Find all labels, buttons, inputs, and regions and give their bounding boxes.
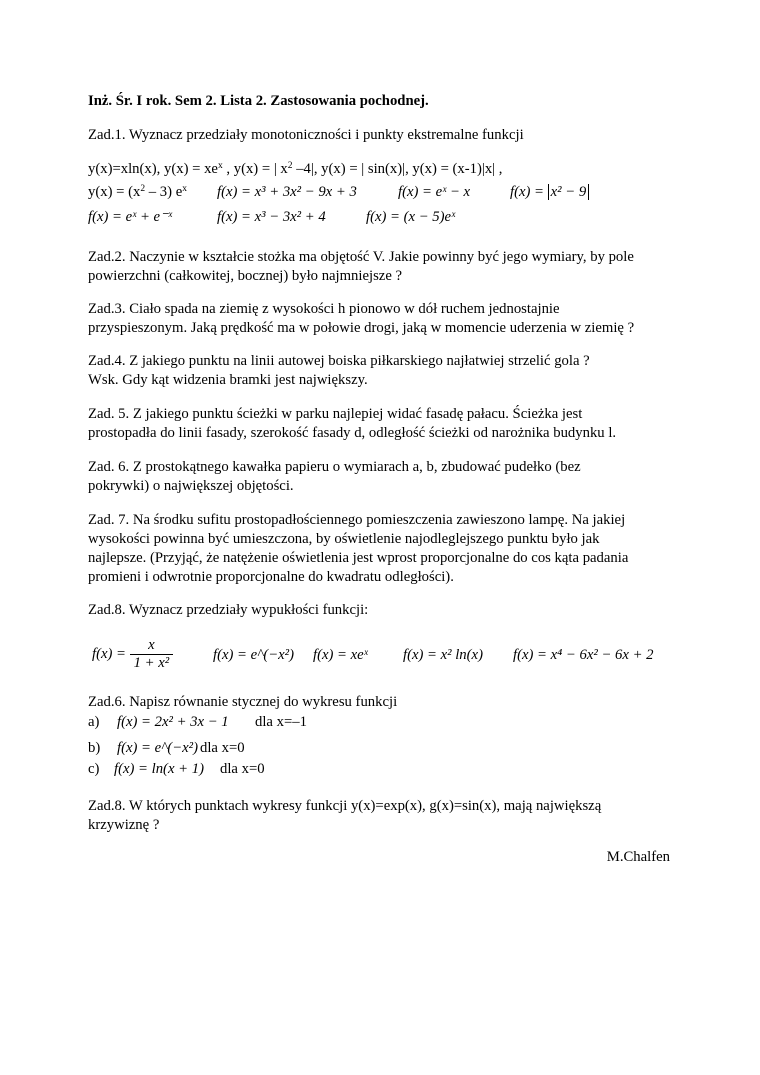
task-1-row2-sup-a: 2: [140, 183, 146, 194]
task-5-line-1: Zad. 5. Z jakiego punktu ścieżki w parku najlepiej widać fasadę pałacu. Ścieżka jest: [88, 406, 583, 422]
task-1-row2-formula-d: f(x) = eˣ − x: [398, 184, 471, 200]
task-3-line-1: Zad.3. Ciało spada na ziemię z wysokości h pionowo w dół ruchem jednostajnie: [88, 301, 560, 317]
task-6b-item-b-label: b): [88, 740, 101, 756]
task-1-row1-part-c: –4|, y(x) = | sin(x)|, y(x) = (x-1)|x| ,: [292, 161, 503, 177]
task-1-row3-formula-c: f(x) = (x − 5)eˣ: [366, 209, 456, 225]
task-1-row3-formula-b: f(x) = x³ − 3x² + 4: [217, 209, 326, 225]
task-4-line-1: Zad.4. Z jakiego punktu na linii autowej boiska piłkarskiego najłatwiej strzelić gola ?: [88, 353, 590, 369]
task-7-line-4: promieni i odwrotnie proporcjonalne do kwadratu odległości).: [88, 569, 454, 585]
task-6b-item-b-formula: f(x) = e^(−x²): [117, 740, 198, 756]
task-7-line-1: Zad. 7. Na środku sufitu prostopadłościennego pomieszczenia zawieszono lampę. Na jakiej: [88, 512, 626, 528]
task-8-formula-1: [92, 637, 173, 672]
task-8-formula-2: f(x) = e^(−x²): [213, 647, 294, 663]
task-1-intro: Zad.1. Wyznacz przedziały monotoniczności i punkty ekstremalne funkcji: [88, 127, 524, 143]
task-6b-item-a-formula: f(x) = 2x² + 3x − 1: [117, 714, 229, 730]
task-8-formula-1-lhs: f(x) =: [92, 645, 130, 662]
task-8-formula-1-denominator: 1 + x²: [133, 655, 170, 671]
task-2-line-2: powierzchni (całkowitej, bocznej) było najmniejsze ?: [88, 268, 403, 284]
task-1-row1-part-a: y(x)=xln(x), y(x) = xe: [88, 161, 218, 177]
task-6-line-1: Zad. 6. Z prostokątnego kawałka papieru o wymiarach a, b, zbudować pudełko (bez: [88, 459, 581, 475]
task-8b-line-2: krzywiznę ?: [88, 817, 160, 833]
task-1-row1-part-b: , y(x) = | x: [222, 161, 288, 177]
task-6b-item-c-label: c): [88, 761, 100, 777]
task-1-row2-part-a: y(x) = (x: [88, 184, 141, 200]
task-8-formula-5: f(x) = x⁴ − 6x² − 6x + 2: [513, 647, 654, 663]
task-6b-intro: Zad.6. Napisz równanie stycznej do wykresu funkcji: [88, 694, 398, 710]
task-1-row2-formula-e-abs: x² − 9: [548, 184, 590, 200]
author-signature: M.Chalfen: [606, 849, 670, 865]
task-3-line-2: przyspieszonym. Jaką prędkość ma w połowie drogi, jaką w momencie uderzenia w ziemię ?: [88, 320, 635, 336]
task-4-line-2: Wsk. Gdy kąt widzenia bramki jest największy.: [88, 372, 368, 388]
task-7-line-2: wysokości powinna być umieszczona, by oświetlenie najodleglejszego punktu było jak: [88, 531, 600, 547]
task-8-formula-3: f(x) = xeˣ: [313, 647, 368, 663]
task-5-line-2: prostopadła do linii fasady, szerokość fasady d, odległość ścieżki od narożnika budynku l.: [88, 425, 617, 441]
task-1-row2-sup-b: x: [182, 183, 187, 194]
task-1-row3-formula-a: f(x) = eˣ + e⁻ˣ: [88, 209, 172, 225]
task-8-formula-1-fraction: [130, 637, 174, 672]
task-6b-item-c-formula: f(x) = ln(x + 1): [114, 761, 204, 777]
task-6b-item-a-condition: dla x=–1: [255, 714, 307, 730]
task-6b-item-b-condition: dla x=0: [200, 740, 245, 756]
task-1-row1-sup-b: 2: [287, 160, 293, 171]
task-8-formula-1-numerator: x: [130, 637, 174, 655]
task-1-row2-formula-e: [510, 183, 589, 202]
task-1-functions-row-2a: [88, 183, 187, 202]
task-1-row2-formula-c: f(x) = x³ + 3x² − 9x + 3: [217, 184, 357, 200]
task-2-line-1: Zad.2. Naczynie w kształcie stożka ma objętość V. Jakie powinny być jego wymiary, by pole: [88, 249, 634, 265]
task-6b-item-a-label: a): [88, 714, 100, 730]
task-7-line-3: najlepsze. (Przyjąć, że natężenie oświetlenia jest wprost proporcjonalne do cos kąta padania: [88, 550, 629, 566]
task-8-formula-4: f(x) = x² ln(x): [403, 647, 483, 663]
task-6-line-2: pokrywki) o największej objętości.: [88, 478, 294, 494]
task-8-intro: Zad.8. Wyznacz przedziały wypukłości funkcji:: [88, 602, 369, 618]
page-title: Inż. Śr. I rok. Sem 2. Lista 2. Zastosowania pochodnej.: [88, 93, 429, 109]
task-6b-item-c-condition: dla x=0: [220, 761, 265, 777]
task-8b-line-1: Zad.8. W których punktach wykresy funkcji y(x)=exp(x), g(x)=sin(x), mają największą: [88, 798, 602, 814]
task-1-row1-sup-a: x: [217, 160, 223, 171]
task-1-functions-row-1: [88, 160, 502, 179]
task-1-row2-formula-e-lhs: f(x) =: [510, 184, 548, 200]
task-1-row2-part-b: – 3) e: [145, 184, 183, 200]
